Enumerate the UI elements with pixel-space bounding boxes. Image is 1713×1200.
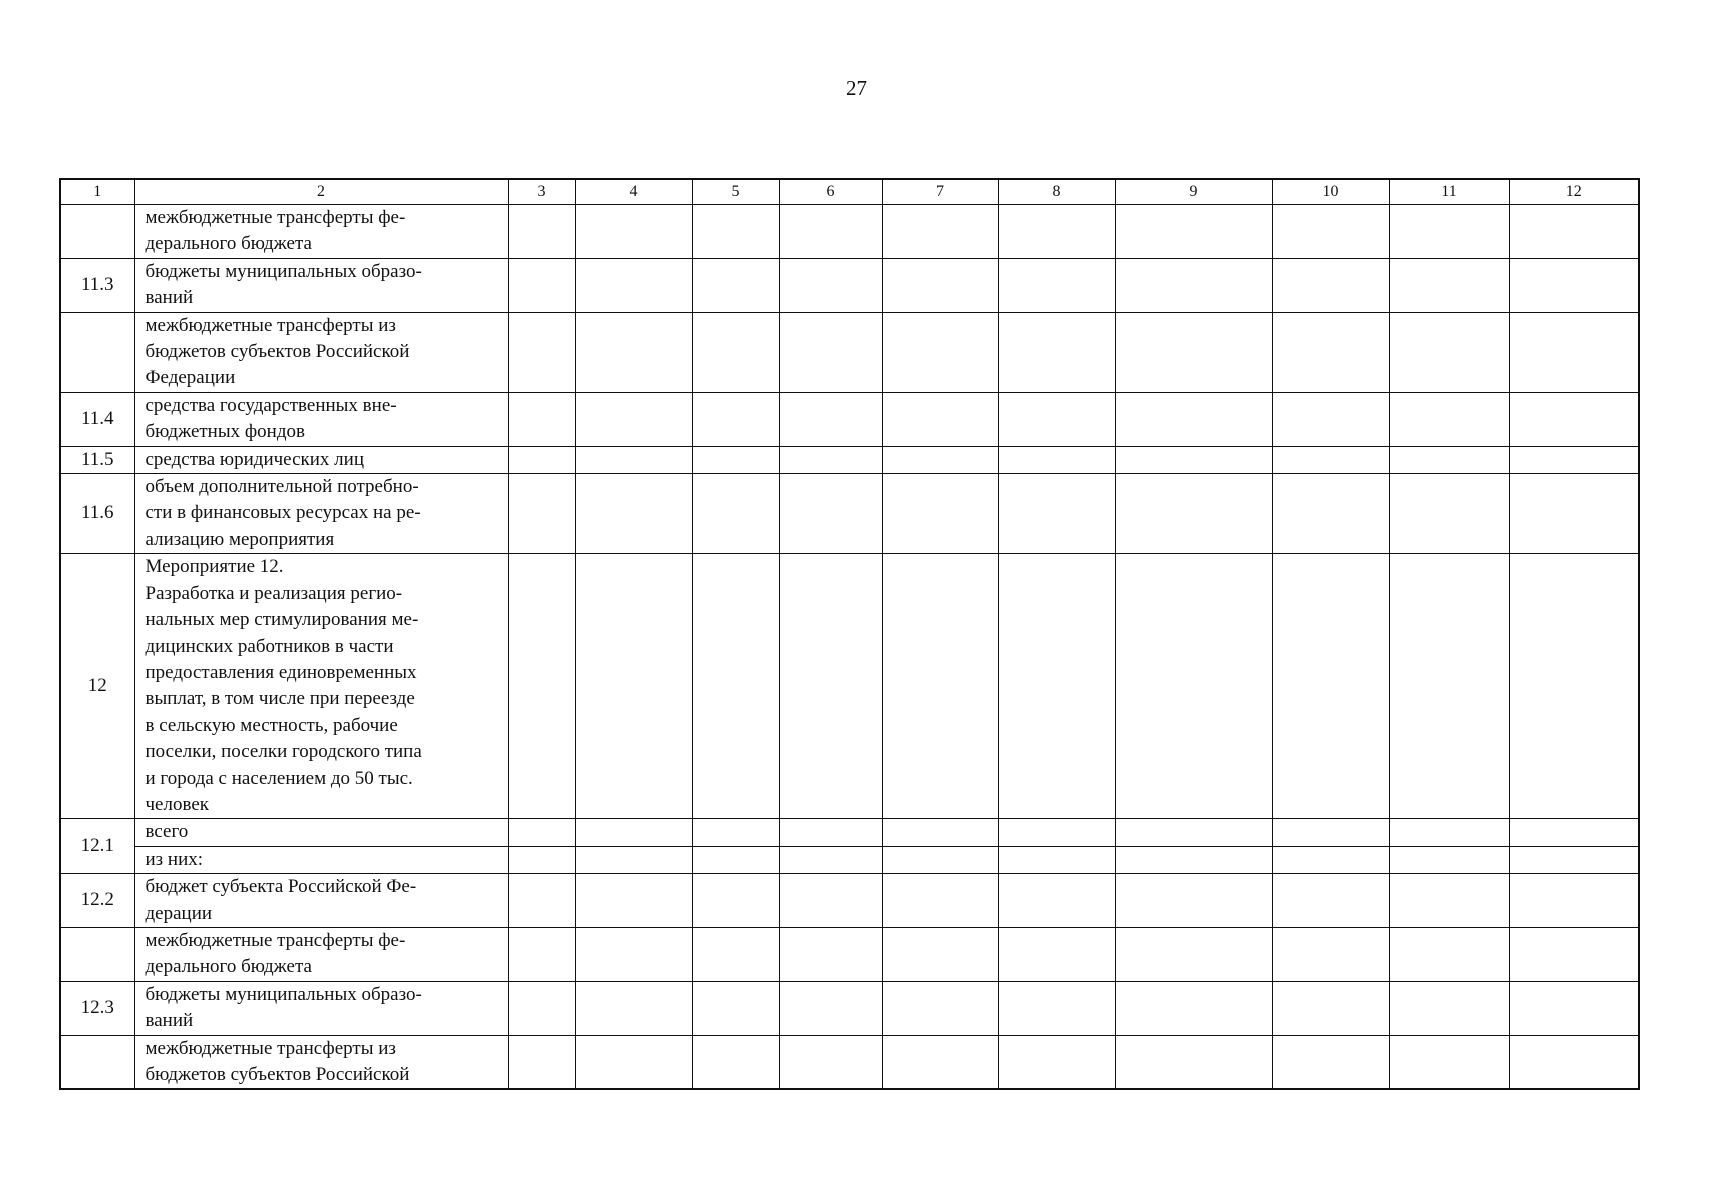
value-cell [692, 927, 779, 981]
description-line: выплат, в том числе при переезде [145, 688, 415, 710]
value-cell [1115, 474, 1272, 554]
description-line: поселки, поселки городского типа [145, 741, 422, 763]
table-body [60, 179, 1639, 1089]
table-row [60, 874, 1639, 928]
description-line: межбюджетные трансферты из [145, 314, 396, 336]
value-cell [1509, 312, 1639, 392]
value-cell [1509, 927, 1639, 981]
description-line: средства государственных вне- [145, 394, 397, 416]
value-cell [692, 446, 779, 473]
row-number-cell [60, 1035, 134, 1089]
value-cell [575, 392, 692, 446]
value-cell [1389, 874, 1509, 928]
value-cell [508, 554, 575, 819]
value-cell [1389, 554, 1509, 819]
value-cell [1115, 446, 1272, 473]
value-cell [692, 874, 779, 928]
value-cell [882, 554, 998, 819]
value-cell [1272, 474, 1389, 554]
value-cell [1272, 927, 1389, 981]
value-cell [508, 205, 575, 259]
value-cell [779, 446, 882, 473]
column-header: 9 [1115, 179, 1272, 205]
row-description-cell [134, 819, 508, 846]
value-cell [575, 312, 692, 392]
value-cell [1389, 981, 1509, 1035]
description-line: бюджеты муниципальных образо- [145, 983, 422, 1005]
value-cell [998, 312, 1115, 392]
row-description-cell [134, 874, 508, 928]
value-cell [575, 446, 692, 473]
value-cell [692, 474, 779, 554]
description-line: Мероприятие 12. [145, 556, 284, 578]
row-description-cell [134, 392, 508, 446]
value-cell [575, 474, 692, 554]
value-cell [1115, 874, 1272, 928]
value-cell [575, 846, 692, 873]
value-cell [998, 1035, 1115, 1089]
row-description-cell [134, 554, 508, 819]
description-line: межбюджетные трансферты фе- [145, 929, 406, 951]
row-description-cell [134, 981, 508, 1035]
row-description-cell [134, 258, 508, 312]
row-description-cell [134, 927, 508, 981]
description-line: предоставления единовременных [145, 661, 417, 683]
value-cell [692, 258, 779, 312]
description-line: ваний [145, 1010, 194, 1032]
row-number-cell [60, 927, 134, 981]
description-line: сти в финансовых ресурсах на ре- [145, 502, 421, 524]
value-cell [1272, 392, 1389, 446]
description-line: дерального бюджета [145, 956, 312, 978]
value-cell [508, 874, 575, 928]
value-cell [1272, 258, 1389, 312]
value-cell [575, 1035, 692, 1089]
description-line: дицинских работников в части [145, 635, 394, 657]
value-cell [1509, 392, 1639, 446]
column-header: 4 [575, 179, 692, 205]
value-cell [1389, 205, 1509, 259]
value-cell [1272, 1035, 1389, 1089]
description-line: нальных мер стимулирования ме- [145, 609, 419, 631]
column-number-row [60, 179, 1639, 205]
description-line: и города с населением до 50 тыс. [145, 767, 413, 789]
value-cell [998, 258, 1115, 312]
row-number-cell: 12.3 [60, 981, 134, 1035]
description-line: ваний [145, 287, 194, 309]
value-cell [508, 258, 575, 312]
value-cell [575, 819, 692, 846]
description-line: дерации [145, 902, 213, 924]
table-row [60, 981, 1639, 1035]
value-cell [998, 392, 1115, 446]
row-description-cell [134, 446, 508, 473]
funding-table [59, 178, 1640, 1090]
value-cell [1509, 846, 1639, 873]
value-cell [508, 312, 575, 392]
value-cell [882, 874, 998, 928]
value-cell [998, 205, 1115, 259]
description-line: межбюджетные трансферты из [145, 1037, 396, 1059]
value-cell [779, 981, 882, 1035]
column-header: 12 [1509, 179, 1639, 205]
value-cell [779, 474, 882, 554]
value-cell [779, 819, 882, 846]
value-cell [1115, 1035, 1272, 1089]
value-cell [1509, 874, 1639, 928]
column-header: 2 [134, 179, 508, 205]
row-number-cell: 11.6 [60, 474, 134, 554]
value-cell [1115, 554, 1272, 819]
description-line: человек [145, 793, 209, 815]
column-header: 8 [998, 179, 1115, 205]
value-cell [692, 981, 779, 1035]
value-cell [1115, 981, 1272, 1035]
table-row [60, 819, 1639, 846]
value-cell [1272, 819, 1389, 846]
value-cell [882, 846, 998, 873]
table-row [60, 312, 1639, 392]
column-header: 3 [508, 179, 575, 205]
value-cell [779, 258, 882, 312]
value-cell [1389, 392, 1509, 446]
column-header: 1 [60, 179, 134, 205]
value-cell [692, 819, 779, 846]
value-cell [692, 392, 779, 446]
value-cell [998, 846, 1115, 873]
table-row [60, 474, 1639, 554]
table-row [60, 446, 1639, 473]
table-row [60, 1035, 1639, 1089]
value-cell [882, 446, 998, 473]
value-cell [1389, 927, 1509, 981]
row-number-cell: 11.4 [60, 392, 134, 446]
value-cell [508, 819, 575, 846]
value-cell [1272, 981, 1389, 1035]
row-description-cell [134, 312, 508, 392]
value-cell [998, 819, 1115, 846]
value-cell [508, 1035, 575, 1089]
row-description-cell [134, 1035, 508, 1089]
column-header: 5 [692, 179, 779, 205]
value-cell [882, 312, 998, 392]
value-cell [692, 846, 779, 873]
description-line: бюджет субъекта Российской Фе- [145, 876, 417, 898]
row-number-cell [60, 312, 134, 392]
value-cell [1509, 258, 1639, 312]
value-cell [1115, 205, 1272, 259]
value-cell [1509, 819, 1639, 846]
value-cell [575, 258, 692, 312]
value-cell [779, 312, 882, 392]
value-cell [882, 981, 998, 1035]
value-cell [508, 392, 575, 446]
value-cell [1509, 446, 1639, 473]
description-line: бюджетов субъектов Российской [145, 1064, 410, 1085]
value-cell [575, 927, 692, 981]
value-cell [1272, 554, 1389, 819]
value-cell [508, 446, 575, 473]
value-cell [1272, 846, 1389, 873]
row-description-cell [134, 474, 508, 554]
value-cell [998, 981, 1115, 1035]
value-cell [1509, 1035, 1639, 1089]
row-number-cell: 11.3 [60, 258, 134, 312]
value-cell [508, 927, 575, 981]
value-cell [1115, 819, 1272, 846]
value-cell [575, 554, 692, 819]
table-row [60, 205, 1639, 259]
value-cell [882, 392, 998, 446]
column-header: 10 [1272, 179, 1389, 205]
row-number-cell: 12 [60, 554, 134, 819]
value-cell [1389, 819, 1509, 846]
value-cell [882, 474, 998, 554]
value-cell [998, 927, 1115, 981]
value-cell [1389, 474, 1509, 554]
value-cell [1272, 446, 1389, 473]
value-cell [1272, 874, 1389, 928]
description-line: Разработка и реализация регио- [145, 582, 403, 604]
value-cell [692, 1035, 779, 1089]
column-header: 11 [1389, 179, 1509, 205]
value-cell [779, 1035, 882, 1089]
value-cell [1509, 554, 1639, 819]
value-cell [882, 927, 998, 981]
value-cell [1115, 258, 1272, 312]
row-description-cell [134, 846, 508, 873]
row-number-cell: 11.5 [60, 446, 134, 473]
description-line: дерального бюджета [145, 233, 312, 255]
value-cell [998, 474, 1115, 554]
value-cell [575, 205, 692, 259]
value-cell [1389, 1035, 1509, 1089]
value-cell [508, 846, 575, 873]
column-header: 6 [779, 179, 882, 205]
table-row [60, 846, 1639, 873]
value-cell [779, 846, 882, 873]
table-row [60, 927, 1639, 981]
description-line: в сельскую местность, рабочие [145, 714, 398, 736]
page-number: 27 [846, 76, 867, 100]
value-cell [1389, 846, 1509, 873]
value-cell [882, 258, 998, 312]
description-line: из них: [145, 848, 204, 870]
value-cell [508, 474, 575, 554]
description-line: объем дополнительной потребно- [145, 476, 419, 498]
value-cell [1115, 927, 1272, 981]
value-cell [692, 312, 779, 392]
value-cell [779, 392, 882, 446]
value-cell [779, 554, 882, 819]
row-number-cell: 12.1 [60, 819, 134, 874]
value-cell [882, 819, 998, 846]
value-cell [575, 874, 692, 928]
value-cell [1389, 258, 1509, 312]
description-line: ализацию мероприятия [145, 528, 335, 550]
value-cell [1509, 474, 1639, 554]
value-cell [1272, 205, 1389, 259]
description-line: межбюджетные трансферты фе- [145, 207, 406, 228]
row-number-cell: 12.2 [60, 874, 134, 928]
table-row [60, 392, 1639, 446]
value-cell [575, 981, 692, 1035]
value-cell [998, 446, 1115, 473]
description-line: Федерации [145, 367, 236, 389]
value-cell [1115, 392, 1272, 446]
row-description-cell [134, 205, 508, 259]
value-cell [882, 1035, 998, 1089]
value-cell [1272, 312, 1389, 392]
value-cell [1389, 446, 1509, 473]
value-cell [1389, 312, 1509, 392]
value-cell [779, 874, 882, 928]
value-cell [1509, 981, 1639, 1035]
column-header: 7 [882, 179, 998, 205]
description-line: средства юридических лиц [145, 448, 364, 470]
description-line: бюджетных фондов [145, 421, 305, 443]
description-line: бюджетов субъектов Российской [145, 341, 410, 363]
value-cell [779, 927, 882, 981]
value-cell [998, 554, 1115, 819]
value-cell [1115, 846, 1272, 873]
value-cell [779, 205, 882, 259]
value-cell [1509, 205, 1639, 259]
table-row [60, 258, 1639, 312]
description-line: всего [145, 821, 189, 843]
description-line: бюджеты муниципальных образо- [145, 260, 422, 282]
value-cell [882, 205, 998, 259]
row-number-cell [60, 205, 134, 259]
value-cell [692, 205, 779, 259]
value-cell [998, 874, 1115, 928]
table-row [60, 554, 1639, 819]
value-cell [508, 981, 575, 1035]
value-cell [692, 554, 779, 819]
value-cell [1115, 312, 1272, 392]
